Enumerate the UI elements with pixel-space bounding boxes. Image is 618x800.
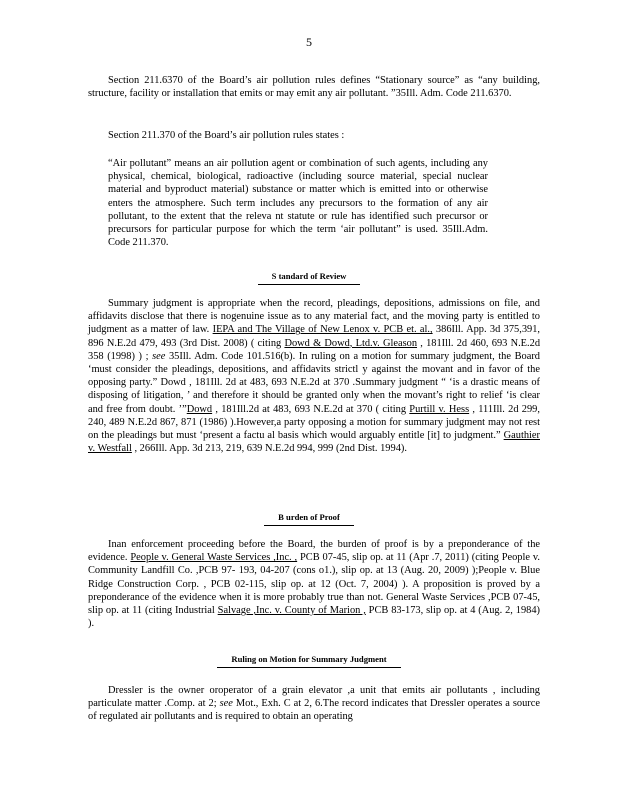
text-run: , 181Ill.2d at 483, 693 N.E.2d at 370 ( citing <box>212 403 410 415</box>
case-citation: Purtill v. Hess <box>409 403 470 415</box>
signal-see: see <box>148 350 166 362</box>
text-run: Summary judgment is appropriate when the record, pleadings, depositions, admissions on file, and affidavits disclose that there is nogenuine issue as to any material fact, and the moving party is entitled to judgment as a matter of law. <box>88 298 540 336</box>
paragraph-text <box>88 538 540 630</box>
quote-text: “Air pollutant” means an air pollution agent or combination of such agents, including any physical, chemical, biological, radioactive (including source material, special nuclear material and byproduct material) substance or matter which is emitted into or otherwise enters the atmosphere. Such term includes any precursors to the formation of any air pollutant, to the extent that the releva nt statute or rule has identified such precursor or precursors for particular purpose for which the term ‘air pollutant” is used. 35Ill.Adm. Code 211.370. <box>108 158 488 249</box>
text-run: Inan enforcement proceeding before the Board, the burden of proof is by a preponderance of the evidence. <box>88 539 540 564</box>
paragraph-stationary-source <box>88 74 540 100</box>
text-run: , 181Ill. 2d 460, 693 N.E.2d 358 (1998) ) ; <box>88 337 541 362</box>
text-run: , 111Ill. 2d 299, 240, 489 N.E.2d 867, 871 (1986) ).However,a party opposing a motion for summary judgment may not rest on the pleadings but must ‘present a factu al basis which would arguably entitle [it] to judgment.” <box>88 403 540 442</box>
paragraph-text: Section 211.6370 of the Board’s air pollution rules defines “Stationary source” as “any building, structure, facility or installation that emits or may emit any air pollutant. ”35Ill. Adm. Code 211.6370. <box>88 75 540 100</box>
case-citation: IEPA and The Village of New Lenox v. PCB et. al., <box>212 324 433 336</box>
block-quote-air-pollutant <box>108 157 488 249</box>
paragraph-text: Section 211.370 of the Board’s air pollution rules states : <box>108 130 345 141</box>
text-run: PCB 83-173, slip op. at 4 (Aug. 2, 1984) ). <box>88 605 540 630</box>
page-number: 5 <box>306 35 312 49</box>
case-citation: Gauthier v. Westfall <box>88 430 540 455</box>
paragraph-section-intro <box>88 129 540 142</box>
heading-text: Ruling on Motion for Summary Judgment <box>217 653 400 668</box>
paragraph-text <box>88 684 540 724</box>
heading-standard-of-review <box>0 270 618 285</box>
heading-burden-of-proof <box>0 511 618 526</box>
text-run: 35Ill. Adm. Code 101.516(b). In ruling on a motion for summary judgment, the Board ‘must consider the pleadings, depositions, and affidavits strictl y against the movant and in favor of the opposing party.” Dowd , 181Ill. 2d at 483, 693 N.E.2d at 370 .Summary judgment “ ‘is a drastic means of disposing of litigation, ’ and therefore it should be granted only when the movant’s right to relief ‘is clear and free from doubt. ’” <box>88 350 540 415</box>
heading-ruling-on-motion <box>0 653 618 668</box>
text-run: 386Ill. App. 3d 375,391, 896 N.E.2d 479, 493 (3rd Dist. 2008) ( citing <box>88 324 541 349</box>
text-run: PCB 07-45, slip op. at 11 (Apr .7, 2011) (citing People v. Community Landfill Co. ,PCB 97- 193, 04-207 (cons o1.), slip op. at 13 (Aug. 20, 2009) );People v. Blue Ridge Construction Corp. , PCB 02-115, slip op. at 12 (Oct. 7, 2004) ). A proposition is proved by a preponderance of the evidence when it is more probably true than not. General Waste Services ,PCB 07-45, slip op. at 11 (citing Industrial <box>88 552 540 617</box>
signal-see: see <box>216 698 233 710</box>
text-run: Mot., Exh. C at 2, 6.The record indicates that Dressler operates a source of regulated air pollutants and is required to obtain an operating <box>88 698 540 723</box>
paragraph-standard-of-review <box>88 297 540 455</box>
paragraph-ruling <box>88 684 540 724</box>
text-run: , 266Ill. App. 3d 213, 219, 639 N.E.2d 994, 999 (2nd Dist. 1994). <box>131 443 407 455</box>
case-citation: Salvage ,Inc. v. County of Marion , <box>217 605 366 617</box>
heading-text: S tandard of Review <box>258 270 361 285</box>
paragraph-burden-of-proof <box>88 538 540 630</box>
text-run: Dressler is the owner oroperator of a grain elevator ,a unit that emits air pollutants , including particulate matter .Comp. at 2; <box>88 685 540 710</box>
case-citation: Dowd & Dowd, Ltd.v. Gleason <box>284 337 418 349</box>
paragraph-text <box>88 297 540 455</box>
case-citation: People v. General Waste Services ,Inc. , <box>130 552 298 564</box>
heading-text: B urden of Proof <box>264 511 354 526</box>
case-citation: Dowd <box>186 403 213 415</box>
